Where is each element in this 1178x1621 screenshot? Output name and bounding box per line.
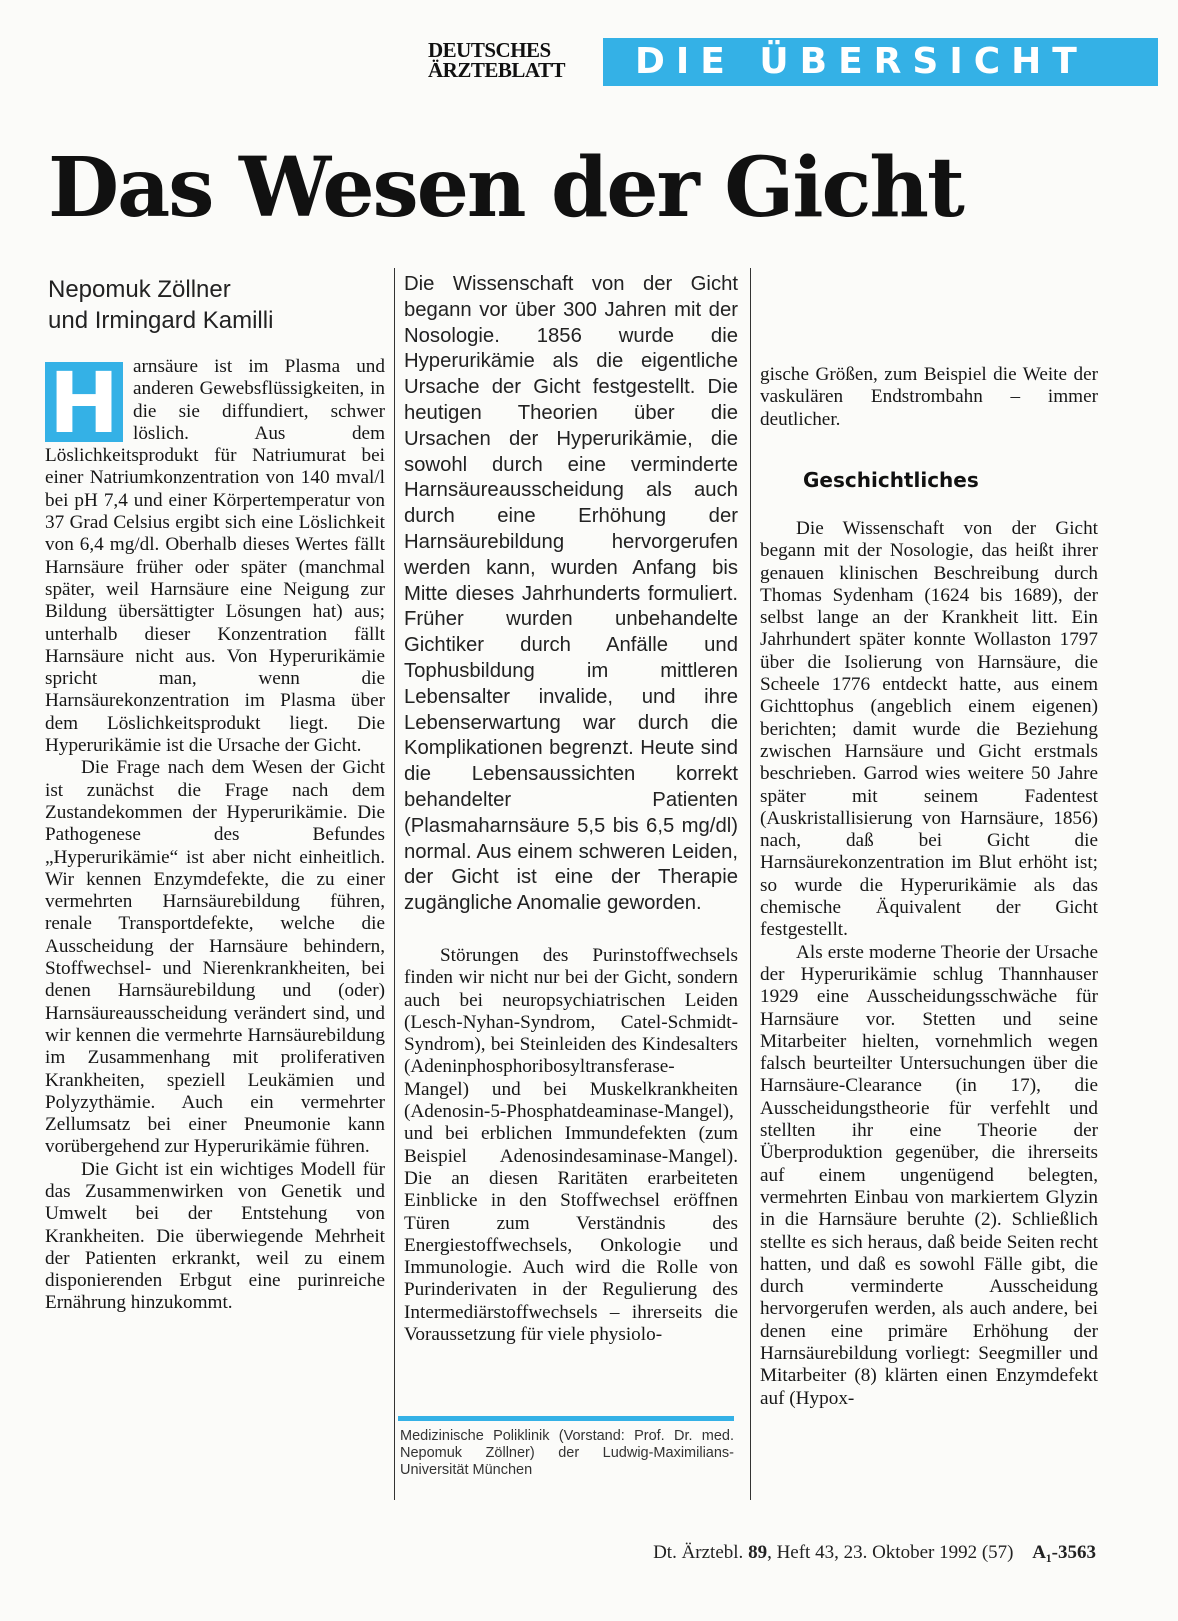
journal-abbrev: Dt. Ärztebl. — [653, 1542, 744, 1563]
page-number: A₁-3563 — [1032, 1542, 1096, 1563]
author-line-1: Nepomuk Zöllner — [48, 276, 231, 303]
abstract: Die Wissenschaft von der Gicht begann vor über 300 Jahren mit der Nosologie. 1856 wurde die Hyperurikämie als die eigentliche Ursache der Gicht festgestellt. Die heutigen Theorien über die Ursachen der Hyperurikämie, die sowohl durch eine verminderte Harnsäureausscheidung als auch durch eine Erhöhung der Harnsäurebildung hervorgerufen werden kann, wurden Anfang bis Mitte dieses Jahrhunderts formuliert. Früher wurden unbehandelte Gichtiker durch Anfälle und Tophusbildung im mittleren Lebensalter invalide, und ihre Lebenserwartung war durch die Komplikationen begrenzt. Heute sind die Lebensaussichten korrekt behandelter Patienten (Plasmaharnsäure 5,5 bis 6,5 mg/dl) normal. Aus einem schweren Leiden, der Gicht ist eine der Therapie zugängliche Anomalie geworden. — [404, 273, 738, 915]
author-line-2: und Irmingard Kamilli — [48, 307, 274, 334]
column-1 — [45, 356, 385, 1315]
intro-text: arnsäure ist im Plasma und anderen Gewebsflüssigkeiten, in die sie diffundiert, schwer löslich. Aus dem Löslichkeitsprodukt für Natriumurat bei einer Natriumkonzentration von 140 mval/l bei pH 7,4 und einer Körpertemperatur von 37 Grad Celsius ergibt sich eine Löslichkeit von 6,4 mg/dl. Oberhalb dieses Wertes fällt Harnsäure früher oder später (manchmal später, weil Harnsäure eine Neigung zur Bildung übersättigter Lösungen hat) aus; unterhalb dieser Konzentration fällt Harnsäure nicht aus. Von Hyperurikämie spricht man, wenn die Harnsäurekonzentration im Plasma über dem Löslichkeitsprodukt liegt. Die Hyperurikämie ist die Ursache der Gicht. — [45, 356, 385, 757]
column-divider-left — [394, 268, 395, 1500]
drop-cap: H — [45, 362, 123, 442]
column-3 — [760, 518, 1098, 1410]
authors — [48, 274, 378, 336]
paragraph-continuation: gische Größen, zum Beispiel die Weite der vaskulären Endstrombahn – immer deutlicher. — [760, 364, 1098, 430]
masthead — [428, 38, 1158, 86]
paragraph-purine-disorders: Störungen des Purinstoffwechsels finden wir nicht nur bei der Gicht, sondern auch bei neuropsychiatrischen Leiden (Lesch-Nyhan-Syndrom, Catel-Schmidt-Syndrom), bei Steinleiden des Kindesalters (Adeninphosphoribosyltransferase-Mangel) und bei Muskelkrankheiten (Adenosin-5-Phosphatdeaminase-Mangel), und bei erblichen Immundefekten (zum Beispiel Adenosindesaminase-Mangel). Die an diesen Raritäten erarbeiteten Einblicke in den Stoffwechsel eröffnen Türen zum Verständnis des Energiestoffwechsels, Onkologie und Immunologie. Auch wird die Rolle von Purinderivaten in der Regulierung des Intermediärstoffwechsels – ihrerseits die Voraussetzung für viele physiolo- — [404, 945, 738, 1346]
paragraph-model: Die Gicht ist ein wichtiges Modell für das Zusammenwirken von Genetik und Umwelt bei der Entstehung von Krankheiten. Die überwiegende Mehrheit der Patienten erkrankt, weil zu einem disponierenden Erbgut eine purinreiche Ernährung hinzukommt. — [45, 1158, 385, 1314]
column-divider-right — [750, 268, 751, 1500]
paragraph-history: Die Wissenschaft von der Gicht begann mit der Nosologie, das heißt ihrer genauen klinischen Beschreibung durch Thomas Sydenham (1624 bis 1689), der selbst lange an der Krankheit litt. Ein Jahrhundert später konnte Wollaston 1797 über die Isolierung von Harnsäure, die Scheele 1776 entdeckt hatte, aus einem Gichttophus (angeblich einem eigenen) berichten; damit wurde die Beziehung zwischen Harnsäure und Gicht erstmals beschrieben. Garrod wies weitere 50 Jahre später mit seinem Fadentest (Auskristallisierung von Harnsäure, 1856) nach, daß bei Gicht die Harnsäurekonzentration im Blut erhöht ist; so wurde die Hyperurikämie als das chemische Äquivalent der Gicht festgestellt. — [760, 518, 1098, 941]
page-footer — [653, 1542, 1096, 1564]
intro-paragraph — [45, 356, 385, 757]
column-3-top — [760, 364, 1098, 431]
brand-line-2: ÄRZTEBLATT — [428, 58, 565, 82]
paragraph-pathogenesis: Die Frage nach dem Wesen der Gicht ist zunächst die Frage nach dem Zustandekommen der Hyperurikämie. Die Pathogenese des Befundes „Hyperurikämie“ ist aber nicht einheitlich. Wir kennen Enzymdefekte, die zu einer vermehrten Harnsäurebildung führen, renale Transportdefekte, welche die Ausscheidung der Harnsäure behindern, Stoffwechsel- und Nierenkrankheiten, bei denen Harnsäurebildung und (oder) Harnsäureausscheidung verändert sind, und wir kennen die vermehrte Harnsäurebildung im Zusammenhang mit proliferativen Krankheiten, speziell Leukämien und Polyzythämie. Auch ein vermehrter Zellumsatz bei einer Pneumonie kann vorübergehend zur Hyperurikämie führen. — [45, 757, 385, 1158]
section-banner: DIE ÜBERSICHT — [603, 38, 1158, 86]
journal-logo — [428, 40, 598, 80]
issue-info: , Heft 43, 23. Oktober 1992 (57) — [767, 1542, 1014, 1563]
article-title: Das Wesen der Gicht — [48, 140, 963, 236]
section-heading: Geschichtliches — [803, 468, 979, 492]
footnote-rule — [398, 1416, 734, 1421]
column-2 — [404, 945, 738, 1346]
volume-number: 89 — [748, 1542, 768, 1563]
affiliation-footnote: Medizinische Poliklinik (Vorstand: Prof. Dr. med. Nepomuk Zöllner) der Ludwig-Maximilians-Universität München — [400, 1428, 734, 1478]
brand-line-1: DEUTSCHES — [428, 38, 551, 62]
paragraph-theories: Als erste moderne Theorie der Ursache der Hyperurikämie schlug Thannhauser 1929 eine Ausscheidungsschwäche für Harnsäure vor. Stetten und seine Mitarbeiter hielten, vornehmlich wegen falsch beurteilter Untersuchungen über die Harnsäure-Clearance (in 17), die Ausscheidungstheorie für verfehlt und stellten ihr eine Theorie der Überproduktion gegenüber, die ihrerseits auf einem ungenügend belegten, vermehrten Einbau von markiertem Glyzin in die Harnsäure beruhte (2). Schließlich stellte es sich heraus, daß beide Seiten recht hatten, und daß es sowohl Fälle gibt, die durch verminderte Ausscheidung hervorgerufen werden, als auch andere, bei denen eine primäre Erhöhung der Harnsäurebildung vorliegt: Seegmiller und Mitarbeiter (8) klärten einen Enzymdefekt auf (Hypox- — [760, 941, 1098, 1409]
